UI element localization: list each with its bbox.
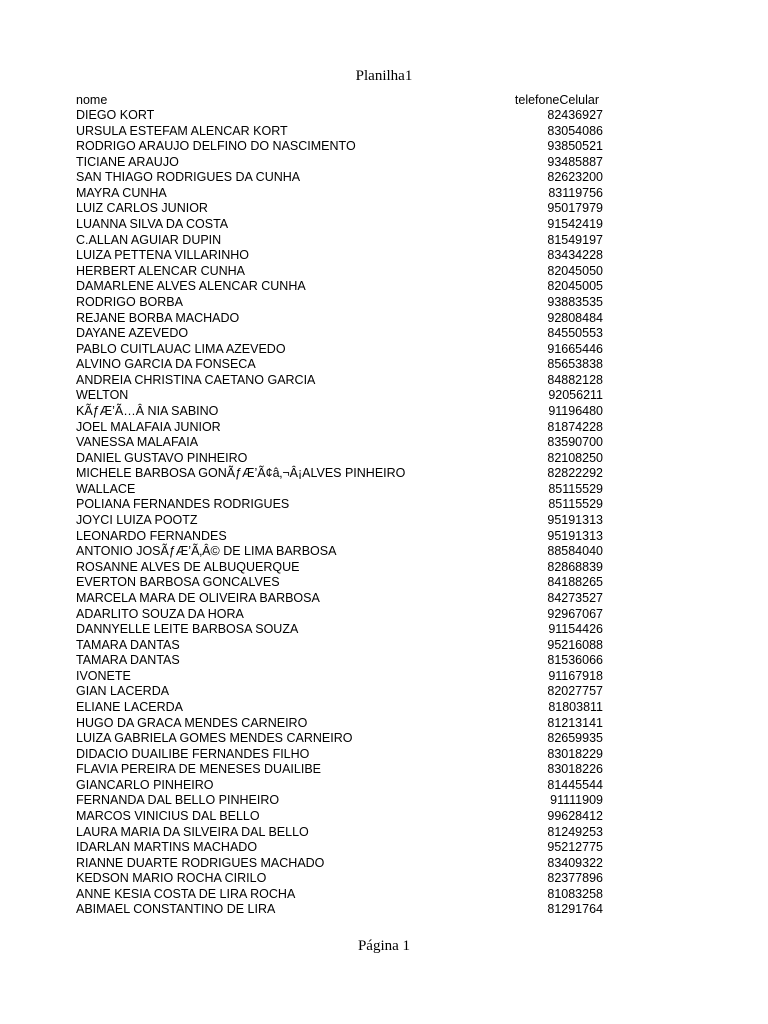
cell-phone: 81874228 bbox=[547, 419, 603, 434]
table-row bbox=[76, 669, 603, 685]
table-row bbox=[76, 124, 603, 140]
table-body bbox=[76, 108, 603, 918]
cell-name: DANNYELLE LEITE BARBOSA SOUZA bbox=[76, 622, 299, 637]
cell-phone: 91111909 bbox=[550, 793, 603, 808]
cell-name: KÃƒÆ’Ã…Â NIA SABINO bbox=[76, 403, 219, 418]
table-row bbox=[76, 217, 603, 233]
cell-name: LAURA MARIA DA SILVEIRA DAL BELLO bbox=[76, 824, 309, 839]
table-row bbox=[76, 357, 603, 373]
cell-name: MARCELA MARA DE OLIVEIRA BARBOSA bbox=[76, 590, 320, 605]
cell-name: DAYANE AZEVEDO bbox=[76, 326, 189, 341]
cell-name: DIEGO KORT bbox=[76, 108, 155, 122]
table-row bbox=[76, 451, 603, 467]
table-row bbox=[76, 716, 603, 732]
cell-name: C.ALLAN AGUIAR DUPIN bbox=[76, 232, 222, 247]
cell-name: LEONARDO FERNANDES bbox=[76, 528, 227, 543]
cell-name: TAMARA DANTAS bbox=[76, 653, 180, 668]
cell-phone: 95191313 bbox=[547, 513, 603, 528]
cell-phone: 91196480 bbox=[548, 403, 603, 418]
cell-phone: 82045050 bbox=[547, 263, 603, 278]
cell-name: ABIMAEL CONSTANTINO DE LIRA bbox=[76, 902, 276, 917]
cell-phone: 82623200 bbox=[547, 170, 603, 185]
table-row bbox=[76, 388, 603, 404]
cell-name: ELIANE LACERDA bbox=[76, 699, 183, 714]
table-row bbox=[76, 575, 603, 591]
table-row bbox=[76, 264, 603, 280]
cell-phone: 83018226 bbox=[547, 762, 603, 777]
table-header bbox=[76, 92, 603, 108]
cell-phone: 91665446 bbox=[547, 341, 603, 356]
cell-phone: 93485887 bbox=[547, 154, 603, 169]
table-row bbox=[76, 731, 603, 747]
cell-phone: 83119756 bbox=[548, 185, 603, 200]
cell-phone: 84273527 bbox=[547, 590, 603, 605]
cell-phone: 95017979 bbox=[547, 201, 603, 216]
cell-name: MAYRA CUNHA bbox=[76, 185, 167, 200]
cell-name: ROSANNE ALVES DE ALBUQUERQUE bbox=[76, 559, 300, 574]
cell-phone: 92056211 bbox=[548, 388, 603, 403]
cell-name: POLIANA FERNANDES RODRIGUES bbox=[76, 497, 290, 512]
cell-name: EVERTON BARBOSA GONCALVES bbox=[76, 575, 280, 590]
cell-name: LUIZ CARLOS JUNIOR bbox=[76, 201, 208, 216]
cell-phone: 93883535 bbox=[547, 294, 603, 309]
table-row bbox=[76, 684, 603, 700]
table-row bbox=[76, 420, 603, 436]
cell-phone: 84550553 bbox=[547, 326, 603, 341]
cell-name: ANNE KESIA COSTA DE LIRA ROCHA bbox=[76, 886, 296, 901]
page-title: Planilha1 bbox=[355, 68, 413, 84]
cell-name: SAN THIAGO RODRIGUES DA CUNHA bbox=[76, 170, 301, 185]
cell-phone: 95191313 bbox=[547, 528, 603, 543]
cell-phone: 85115529 bbox=[548, 481, 603, 496]
cell-name: HERBERT ALENCAR CUNHA bbox=[76, 263, 246, 278]
cell-name: VANESSA MALAFAIA bbox=[76, 435, 199, 450]
cell-phone: 82436927 bbox=[547, 108, 603, 122]
cell-phone: 91154426 bbox=[548, 622, 603, 637]
cell-phone: 82027757 bbox=[547, 684, 603, 699]
cell-name: DIDACIO DUAILIBE FERNANDES FILHO bbox=[76, 746, 310, 761]
cell-phone: 85115529 bbox=[548, 497, 603, 512]
table-row bbox=[76, 248, 603, 264]
cell-name: ANDREIA CHRISTINA CAETANO GARCIA bbox=[76, 372, 316, 387]
table-row bbox=[76, 856, 603, 872]
cell-name: RIANNE DUARTE RODRIGUES MACHADO bbox=[76, 855, 325, 870]
table-row bbox=[76, 809, 603, 825]
page-footer: Página 1 bbox=[357, 938, 411, 954]
cell-name: GIAN LACERDA bbox=[76, 684, 170, 699]
cell-phone: 84882128 bbox=[547, 372, 603, 387]
cell-phone: 82377896 bbox=[547, 871, 603, 886]
table-row bbox=[76, 295, 603, 311]
cell-name: RODRIGO BORBA bbox=[76, 294, 183, 309]
table-row bbox=[76, 591, 603, 607]
table-row bbox=[76, 700, 603, 716]
cell-phone: 81083258 bbox=[547, 886, 603, 901]
cell-name: HUGO DA GRACA MENDES CARNEIRO bbox=[76, 715, 308, 730]
cell-phone: 83054086 bbox=[547, 123, 603, 138]
cell-phone: 99628412 bbox=[547, 809, 603, 824]
cell-phone: 93850521 bbox=[547, 139, 603, 154]
cell-phone: 95212775 bbox=[547, 840, 603, 855]
table-row bbox=[76, 233, 603, 249]
table-row bbox=[76, 607, 603, 623]
cell-name: URSULA ESTEFAM ALENCAR KORT bbox=[76, 123, 288, 138]
cell-name: DAMARLENE ALVES ALENCAR CUNHA bbox=[76, 279, 306, 294]
table-row bbox=[76, 653, 603, 669]
cell-name: GIANCARLO PINHEIRO bbox=[76, 777, 214, 792]
cell-name: ANTONIO JOSÃƒÆ’Ã‚Â© DE LIMA BARBOSA bbox=[76, 544, 337, 559]
table-row bbox=[76, 373, 603, 389]
header-name: nome bbox=[76, 93, 108, 107]
cell-name: PABLO CUITLAUAC LIMA AZEVEDO bbox=[76, 341, 286, 356]
contact-table bbox=[76, 92, 603, 918]
cell-name: DANIEL GUSTAVO PINHEIRO bbox=[76, 450, 248, 465]
table-row bbox=[76, 155, 603, 171]
table-row bbox=[76, 793, 603, 809]
cell-phone: 81291764 bbox=[547, 902, 603, 917]
table-row bbox=[76, 342, 603, 358]
table-row bbox=[76, 404, 603, 420]
table-row bbox=[76, 279, 603, 295]
cell-name: IDARLAN MARTINS MACHADO bbox=[76, 840, 258, 855]
cell-phone: 92967067 bbox=[547, 606, 603, 621]
table-row bbox=[76, 513, 603, 529]
table-row bbox=[76, 435, 603, 451]
cell-name: ALVINO GARCIA DA FONSECA bbox=[76, 357, 256, 372]
table-row bbox=[76, 762, 603, 778]
table-row bbox=[76, 497, 603, 513]
header-phone: telefoneCelular bbox=[514, 93, 599, 107]
table-row bbox=[76, 778, 603, 794]
cell-phone: 81249253 bbox=[547, 824, 603, 839]
cell-phone: 81213141 bbox=[547, 715, 603, 730]
cell-name: LUANNA SILVA DA COSTA bbox=[76, 217, 229, 232]
table-row bbox=[76, 825, 603, 841]
cell-phone: 83434228 bbox=[547, 248, 603, 263]
cell-name: IVONETE bbox=[76, 668, 131, 683]
cell-name: JOYCI LUIZA POOTZ bbox=[76, 513, 198, 528]
cell-name: LUIZA PETTENA VILLARINHO bbox=[76, 248, 249, 263]
table-row bbox=[76, 638, 603, 654]
table-row bbox=[76, 871, 603, 887]
table-row bbox=[76, 622, 603, 638]
table-row bbox=[76, 560, 603, 576]
cell-name: WELTON bbox=[76, 388, 129, 403]
cell-name: MARCOS VINICIUS DAL BELLO bbox=[76, 809, 260, 824]
cell-phone: 95216088 bbox=[547, 637, 603, 652]
cell-phone: 81536066 bbox=[547, 653, 603, 668]
table-row bbox=[76, 466, 603, 482]
table-row bbox=[76, 108, 603, 124]
cell-phone: 84188265 bbox=[547, 575, 603, 590]
table-row bbox=[76, 139, 603, 155]
table-row bbox=[76, 840, 603, 856]
cell-phone: 92808484 bbox=[547, 310, 603, 325]
cell-name: JOEL MALAFAIA JUNIOR bbox=[76, 419, 221, 434]
cell-phone: 91542419 bbox=[547, 217, 603, 232]
cell-phone: 81445544 bbox=[547, 777, 603, 792]
cell-phone: 82045005 bbox=[547, 279, 603, 294]
cell-name: MICHELE BARBOSA GONÃƒÆ’Ã¢â‚¬Â¡ALVES PINHEIRO bbox=[76, 466, 406, 481]
cell-phone: 83409322 bbox=[547, 855, 603, 870]
cell-name: FLAVIA PEREIRA DE MENESES DUAILIBE bbox=[76, 762, 321, 777]
table-row bbox=[76, 747, 603, 763]
table-row bbox=[76, 170, 603, 186]
table-row bbox=[76, 201, 603, 217]
cell-phone: 82659935 bbox=[547, 731, 603, 746]
cell-name: FERNANDA DAL BELLO PINHEIRO bbox=[76, 793, 280, 808]
table-row bbox=[76, 311, 603, 327]
cell-name: LUIZA GABRIELA GOMES MENDES CARNEIRO bbox=[76, 731, 353, 746]
cell-phone: 83018229 bbox=[547, 746, 603, 761]
table-row bbox=[76, 186, 603, 202]
cell-phone: 83590700 bbox=[547, 435, 603, 450]
cell-phone: 88584040 bbox=[547, 544, 603, 559]
table-row bbox=[76, 326, 603, 342]
table-row bbox=[76, 544, 603, 560]
cell-name: TICIANE ARAUJO bbox=[76, 154, 179, 169]
table-row bbox=[76, 887, 603, 903]
cell-name: TAMARA DANTAS bbox=[76, 637, 180, 652]
cell-phone: 81803811 bbox=[548, 699, 603, 714]
cell-name: ADARLITO SOUZA DA HORA bbox=[76, 606, 244, 621]
table-row bbox=[76, 902, 603, 918]
cell-name: REJANE BORBA MACHADO bbox=[76, 310, 240, 325]
cell-name: RODRIGO ARAUJO DELFINO DO NASCIMENTO bbox=[76, 139, 356, 154]
cell-phone: 85653838 bbox=[547, 357, 603, 372]
cell-name: WALLACE bbox=[76, 481, 136, 496]
cell-name: KEDSON MARIO ROCHA CIRILO bbox=[76, 871, 267, 886]
cell-phone: 81549197 bbox=[547, 232, 603, 247]
cell-phone: 91167918 bbox=[548, 668, 603, 683]
cell-phone: 82822292 bbox=[547, 466, 603, 481]
table-row bbox=[76, 529, 603, 545]
cell-phone: 82868839 bbox=[547, 559, 603, 574]
cell-phone: 82108250 bbox=[547, 450, 603, 465]
table-row bbox=[76, 482, 603, 498]
